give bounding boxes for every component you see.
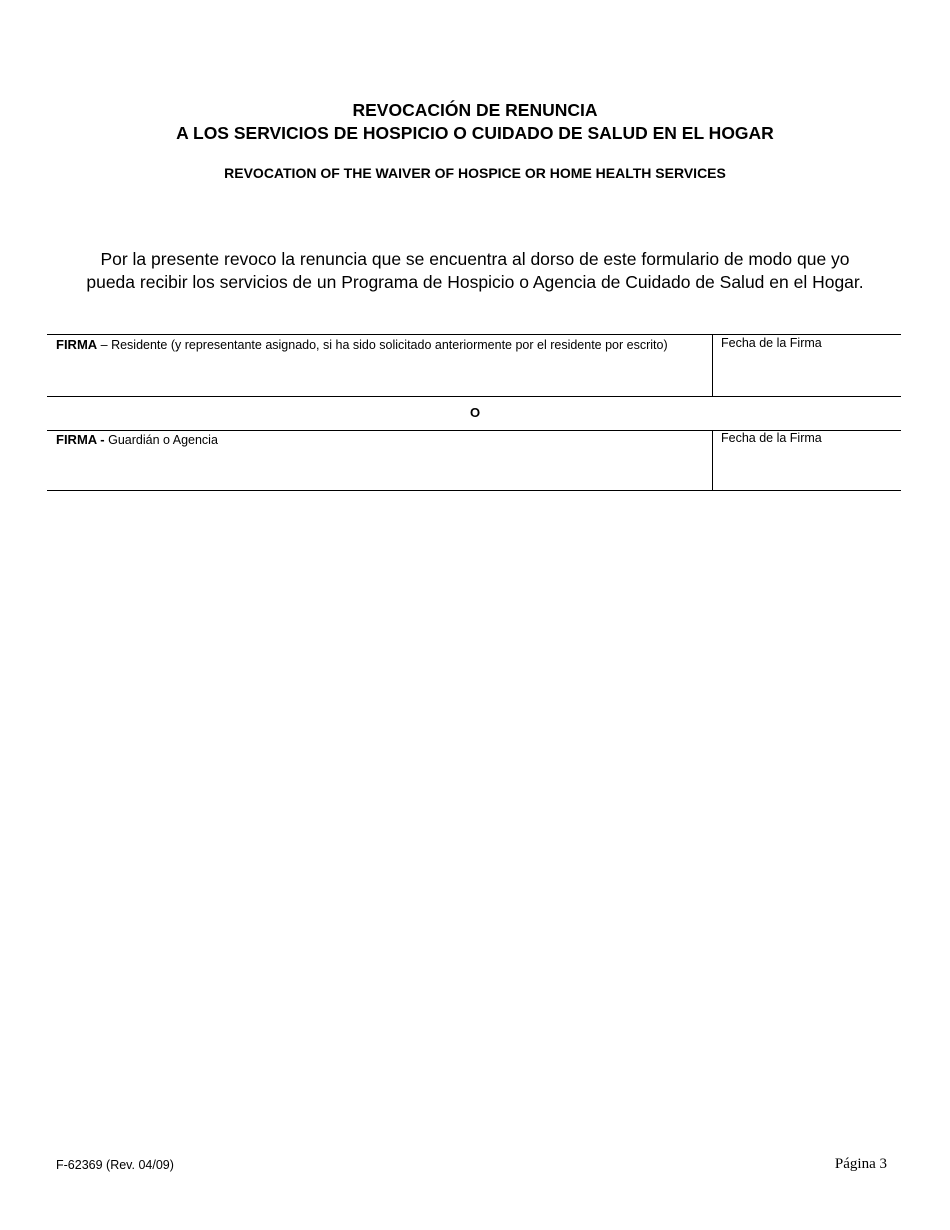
row-1-bottom-rule: [47, 396, 901, 397]
guardian-signature-date-field[interactable]: Fecha de la Firma: [721, 431, 822, 445]
resident-signature-date-field[interactable]: Fecha de la Firma: [721, 336, 822, 350]
or-separator: O: [469, 405, 481, 420]
signature-label-bold: FIRMA -: [56, 432, 105, 447]
title-line-spanish-1: REVOCACIÓN DE RENUNCIA: [352, 100, 598, 120]
table-top-rule: [47, 334, 901, 335]
signature-label-bold: FIRMA: [56, 337, 98, 352]
signature-label-text: – Residente (y representante asignado, si ha sido solicitado anteriormente por el residente por escrito): [97, 338, 668, 352]
statement-line-1: Por la presente revoco la renuncia que se encuentra al dorso de este formulario de modo que yo: [100, 249, 850, 269]
revocation-statement: [40, 248, 910, 294]
title-line-spanish-2: A LOS SERVICIOS DE HOSPICIO O CUIDADO DE SALUD EN EL HOGAR: [176, 123, 774, 143]
guardian-signature-field[interactable]: [56, 432, 218, 448]
page-number: Página 3: [834, 1156, 887, 1172]
resident-signature-field[interactable]: [56, 337, 668, 353]
row-2-divider: [712, 430, 713, 491]
statement-line-2: pueda recibir los servicios de un Programa de Hospicio o Agencia de Cuidado de Salud en el Hogar.: [86, 272, 864, 292]
english-title: REVOCATION OF THE WAIVER OF HOSPICE OR HOME HEALTH SERVICES: [224, 165, 726, 181]
signature-label-text: Guardián o Agencia: [104, 433, 218, 447]
form-number: F-62369 (Rev. 04/09): [56, 1158, 174, 1172]
table-bottom-rule: [47, 490, 901, 491]
row-1-divider: [712, 334, 713, 396]
